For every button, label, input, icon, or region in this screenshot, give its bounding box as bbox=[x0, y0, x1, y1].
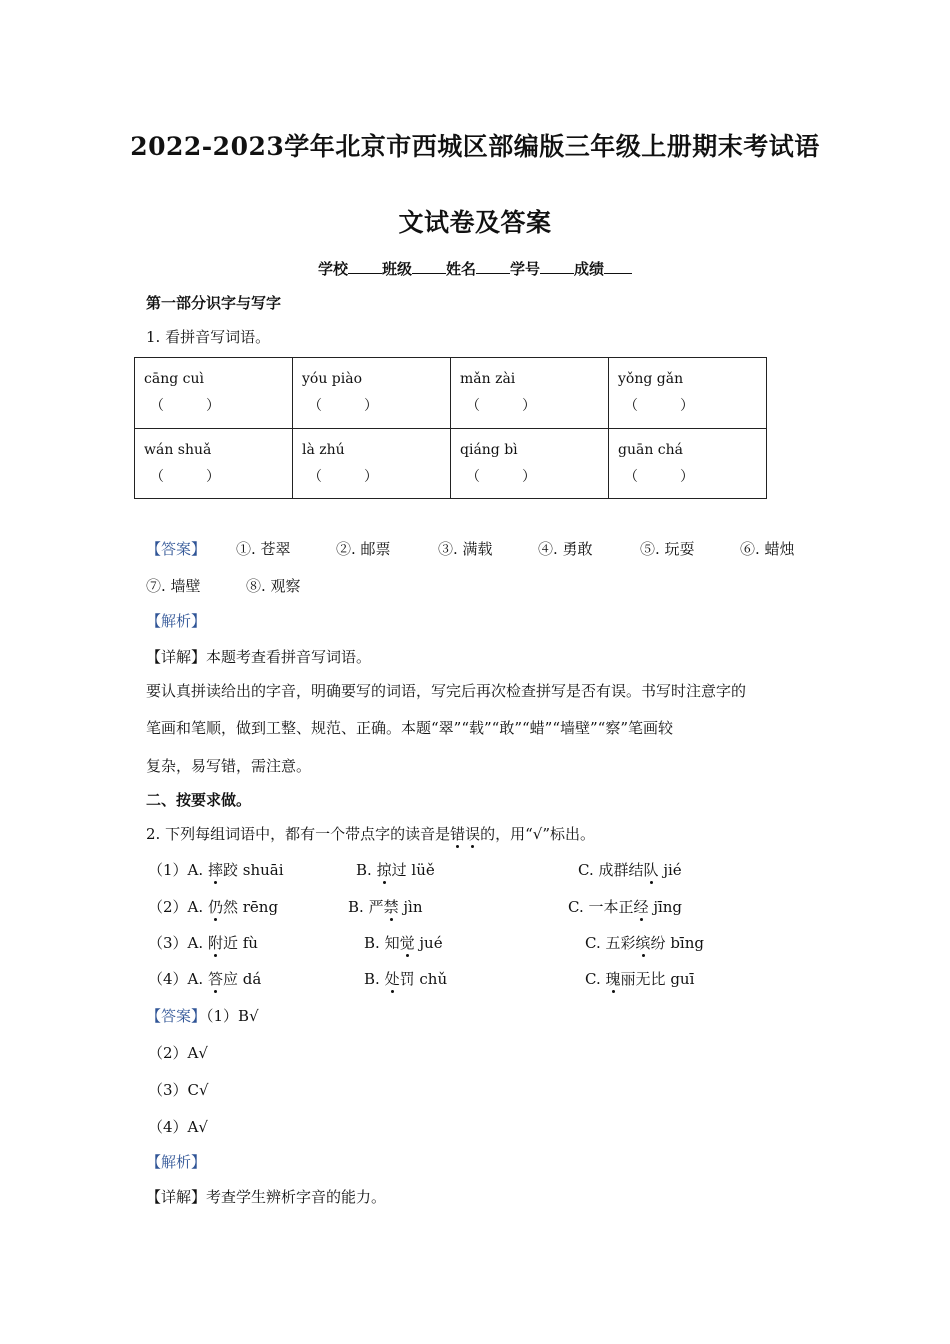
class-blank[interactable] bbox=[412, 259, 446, 274]
dotted-char: 摔 bbox=[207, 861, 223, 879]
answer-paren: （ ） bbox=[150, 468, 220, 485]
option-word: 应 bbox=[222, 970, 238, 988]
option-a[interactable] bbox=[148, 896, 278, 917]
answer-item: ③. 满载 bbox=[438, 540, 493, 558]
explanation-line: 要认真拼读给出的字音，明确要写的词语，写完后再次检查拼写是否有误。书写时注意字的 bbox=[146, 682, 747, 700]
row-number: （1） bbox=[148, 861, 188, 879]
option-pinyin: rēng bbox=[242, 898, 279, 916]
option-pinyin: fù bbox=[242, 934, 258, 952]
option-label: C. bbox=[585, 970, 601, 988]
answer-item: （3）C√ bbox=[148, 1081, 209, 1099]
answer-item: ⑦. 墙壁 bbox=[146, 577, 201, 595]
school-blank[interactable] bbox=[348, 259, 382, 274]
option-label: B. bbox=[356, 861, 372, 879]
option-c[interactable] bbox=[585, 968, 694, 989]
option-label: A. bbox=[187, 898, 204, 916]
option-pinyin: shuāi bbox=[242, 861, 284, 879]
option-word: 近 bbox=[222, 934, 238, 952]
pinyin-text: qiáng bì bbox=[460, 441, 518, 458]
student-info-line bbox=[0, 258, 950, 279]
dotted-char: 瑰 bbox=[605, 970, 621, 988]
option-word: 罚 bbox=[399, 970, 415, 988]
question-2-text: 的，用“√”标出。 bbox=[480, 825, 596, 843]
row-number: （4） bbox=[148, 970, 188, 988]
name-label: 姓名 bbox=[445, 260, 476, 278]
option-label: A. bbox=[187, 934, 204, 952]
option-a[interactable] bbox=[148, 932, 258, 953]
answer-item: ④. 勇敢 bbox=[538, 540, 593, 558]
pinyin-text: yǒng gǎn bbox=[618, 371, 684, 387]
answer-item: （4）A√ bbox=[148, 1118, 208, 1136]
grid-cell[interactable] bbox=[451, 428, 609, 499]
option-c[interactable] bbox=[585, 932, 704, 953]
grid-cell[interactable] bbox=[451, 358, 609, 429]
pinyin-grid bbox=[134, 357, 767, 499]
dotted-char: 队 bbox=[643, 861, 659, 879]
option-pinyin: bīng bbox=[670, 934, 704, 952]
option-c[interactable] bbox=[568, 896, 682, 917]
document-title-line1: 2022-2023学年北京市西城区部编版三年级上册期末考试语 bbox=[130, 132, 820, 161]
number-label: 学号 bbox=[510, 260, 541, 278]
option-label: C. bbox=[578, 861, 594, 879]
grid-cell[interactable] bbox=[135, 358, 293, 429]
class-label: 班级 bbox=[381, 260, 412, 278]
analysis-label-2: 【解析】 bbox=[146, 1153, 207, 1171]
grid-cell[interactable] bbox=[609, 358, 767, 429]
pinyin-text: yóu piào bbox=[302, 371, 363, 387]
answer-item: ①. 苍翠 bbox=[236, 540, 291, 558]
option-pinyin: jīng bbox=[653, 898, 683, 916]
dotted-char: 附 bbox=[207, 934, 223, 952]
option-word: 跤 bbox=[222, 861, 238, 879]
grid-cell[interactable] bbox=[293, 428, 451, 499]
dotted-char: 答 bbox=[207, 970, 223, 988]
dotted-char: 禁 bbox=[383, 898, 399, 916]
grid-row bbox=[135, 428, 767, 499]
answer-paren: （ ） bbox=[308, 398, 378, 414]
option-label: A. bbox=[187, 970, 204, 988]
option-a[interactable] bbox=[148, 859, 284, 880]
dotted-char: 错 bbox=[450, 825, 466, 843]
option-label: C. bbox=[585, 934, 601, 952]
grid-row bbox=[135, 358, 767, 429]
answer-paren: （ ） bbox=[150, 398, 220, 414]
dotted-char: 掠 bbox=[376, 861, 392, 879]
option-b[interactable] bbox=[356, 859, 435, 880]
option-word: 然 bbox=[222, 898, 238, 916]
detail-1: 【详解】本题考查看拼音写词语。 bbox=[146, 648, 372, 666]
answer-item: ⑥. 蜡烛 bbox=[740, 540, 795, 558]
answer-label-1: 【答案】 bbox=[146, 540, 207, 558]
option-pinyin: jìn bbox=[403, 898, 423, 916]
option-word: 过 bbox=[391, 861, 407, 879]
answer-item: ⑧. 观察 bbox=[246, 577, 301, 595]
answer-item: ②. 邮票 bbox=[336, 540, 391, 558]
dotted-char: 觉 bbox=[399, 934, 415, 952]
number-blank[interactable] bbox=[540, 259, 574, 274]
pinyin-text: wán shuǎ bbox=[144, 441, 212, 458]
answer-item: （1）B√ bbox=[206, 1007, 259, 1025]
answer-paren: （ ） bbox=[308, 468, 378, 485]
option-b[interactable] bbox=[364, 968, 447, 989]
answer-item: （2）A√ bbox=[148, 1044, 208, 1062]
option-word: 五彩 bbox=[605, 934, 636, 952]
option-word: 知 bbox=[384, 934, 400, 952]
answer-paren: （ ） bbox=[466, 398, 536, 414]
option-pinyin: jié bbox=[663, 861, 682, 879]
pinyin-text: mǎn zài bbox=[460, 371, 516, 387]
dotted-char: 误 bbox=[465, 825, 481, 843]
row-number: （2） bbox=[148, 898, 188, 916]
option-word: 成群结 bbox=[598, 861, 644, 879]
grid-cell[interactable] bbox=[293, 358, 451, 429]
row-number: （3） bbox=[148, 934, 188, 952]
option-pinyin: guī bbox=[670, 970, 695, 988]
answer-label-2: 【答案】 bbox=[146, 1007, 207, 1025]
part1-heading: 第一部分识字与写字 bbox=[146, 294, 282, 312]
dotted-char: 经 bbox=[633, 898, 649, 916]
answer-paren: （ ） bbox=[624, 398, 694, 414]
school-label: 学校 bbox=[317, 260, 348, 278]
option-pinyin: lüě bbox=[411, 861, 435, 879]
option-c[interactable] bbox=[578, 859, 682, 880]
option-label: A. bbox=[187, 861, 204, 879]
option-pinyin: dá bbox=[242, 970, 262, 988]
option-b[interactable] bbox=[364, 932, 443, 953]
question-2-text: 2. 下列每组词语中，都有一个带点字的读音是 bbox=[146, 825, 451, 843]
score-blank[interactable] bbox=[604, 259, 632, 274]
pinyin-text: guān chá bbox=[618, 441, 683, 458]
answer-paren: （ ） bbox=[624, 468, 694, 485]
option-label: B. bbox=[364, 934, 380, 952]
option-word: 丽无比 bbox=[620, 970, 666, 988]
score-label: 成绩 bbox=[574, 260, 605, 278]
option-a[interactable] bbox=[148, 968, 261, 989]
option-label: B. bbox=[364, 970, 380, 988]
explanation-line: 笔画和笔顺，做到工整、规范、正确。本题“翠”“载”“敢”“蜡”“墙壁”“察”笔画较 bbox=[146, 719, 674, 737]
detail-2: 【详解】考查学生辨析字音的能力。 bbox=[146, 1188, 387, 1206]
grid-cell[interactable] bbox=[609, 428, 767, 499]
document-title-line2: 文试卷及答案 bbox=[398, 208, 552, 237]
explanation-line: 复杂，易写错，需注意。 bbox=[146, 757, 312, 775]
option-word: 纷 bbox=[650, 934, 666, 952]
question-1: 1. 看拼音写词语。 bbox=[146, 328, 271, 346]
answer-line bbox=[146, 1005, 259, 1026]
grid-cell[interactable] bbox=[135, 428, 293, 499]
analysis-label-1: 【解析】 bbox=[146, 612, 207, 630]
answer-paren: （ ） bbox=[466, 468, 536, 485]
question-2 bbox=[146, 823, 595, 844]
answer-item: ⑤. 玩耍 bbox=[640, 540, 695, 558]
option-label: B. bbox=[348, 898, 364, 916]
name-blank[interactable] bbox=[476, 259, 510, 274]
dotted-char: 缤 bbox=[635, 934, 651, 952]
part2-heading: 二、按要求做。 bbox=[146, 791, 252, 809]
option-word: 严 bbox=[368, 898, 384, 916]
pinyin-text: cāng cuì bbox=[144, 371, 204, 387]
dotted-char: 仍 bbox=[207, 898, 223, 916]
option-label: C. bbox=[568, 898, 584, 916]
pinyin-text: là zhú bbox=[302, 441, 345, 458]
option-word: 一本正 bbox=[588, 898, 634, 916]
option-pinyin: jué bbox=[419, 934, 443, 952]
option-pinyin: chǔ bbox=[419, 970, 448, 988]
option-b[interactable] bbox=[348, 896, 423, 917]
dotted-char: 处 bbox=[384, 970, 400, 988]
